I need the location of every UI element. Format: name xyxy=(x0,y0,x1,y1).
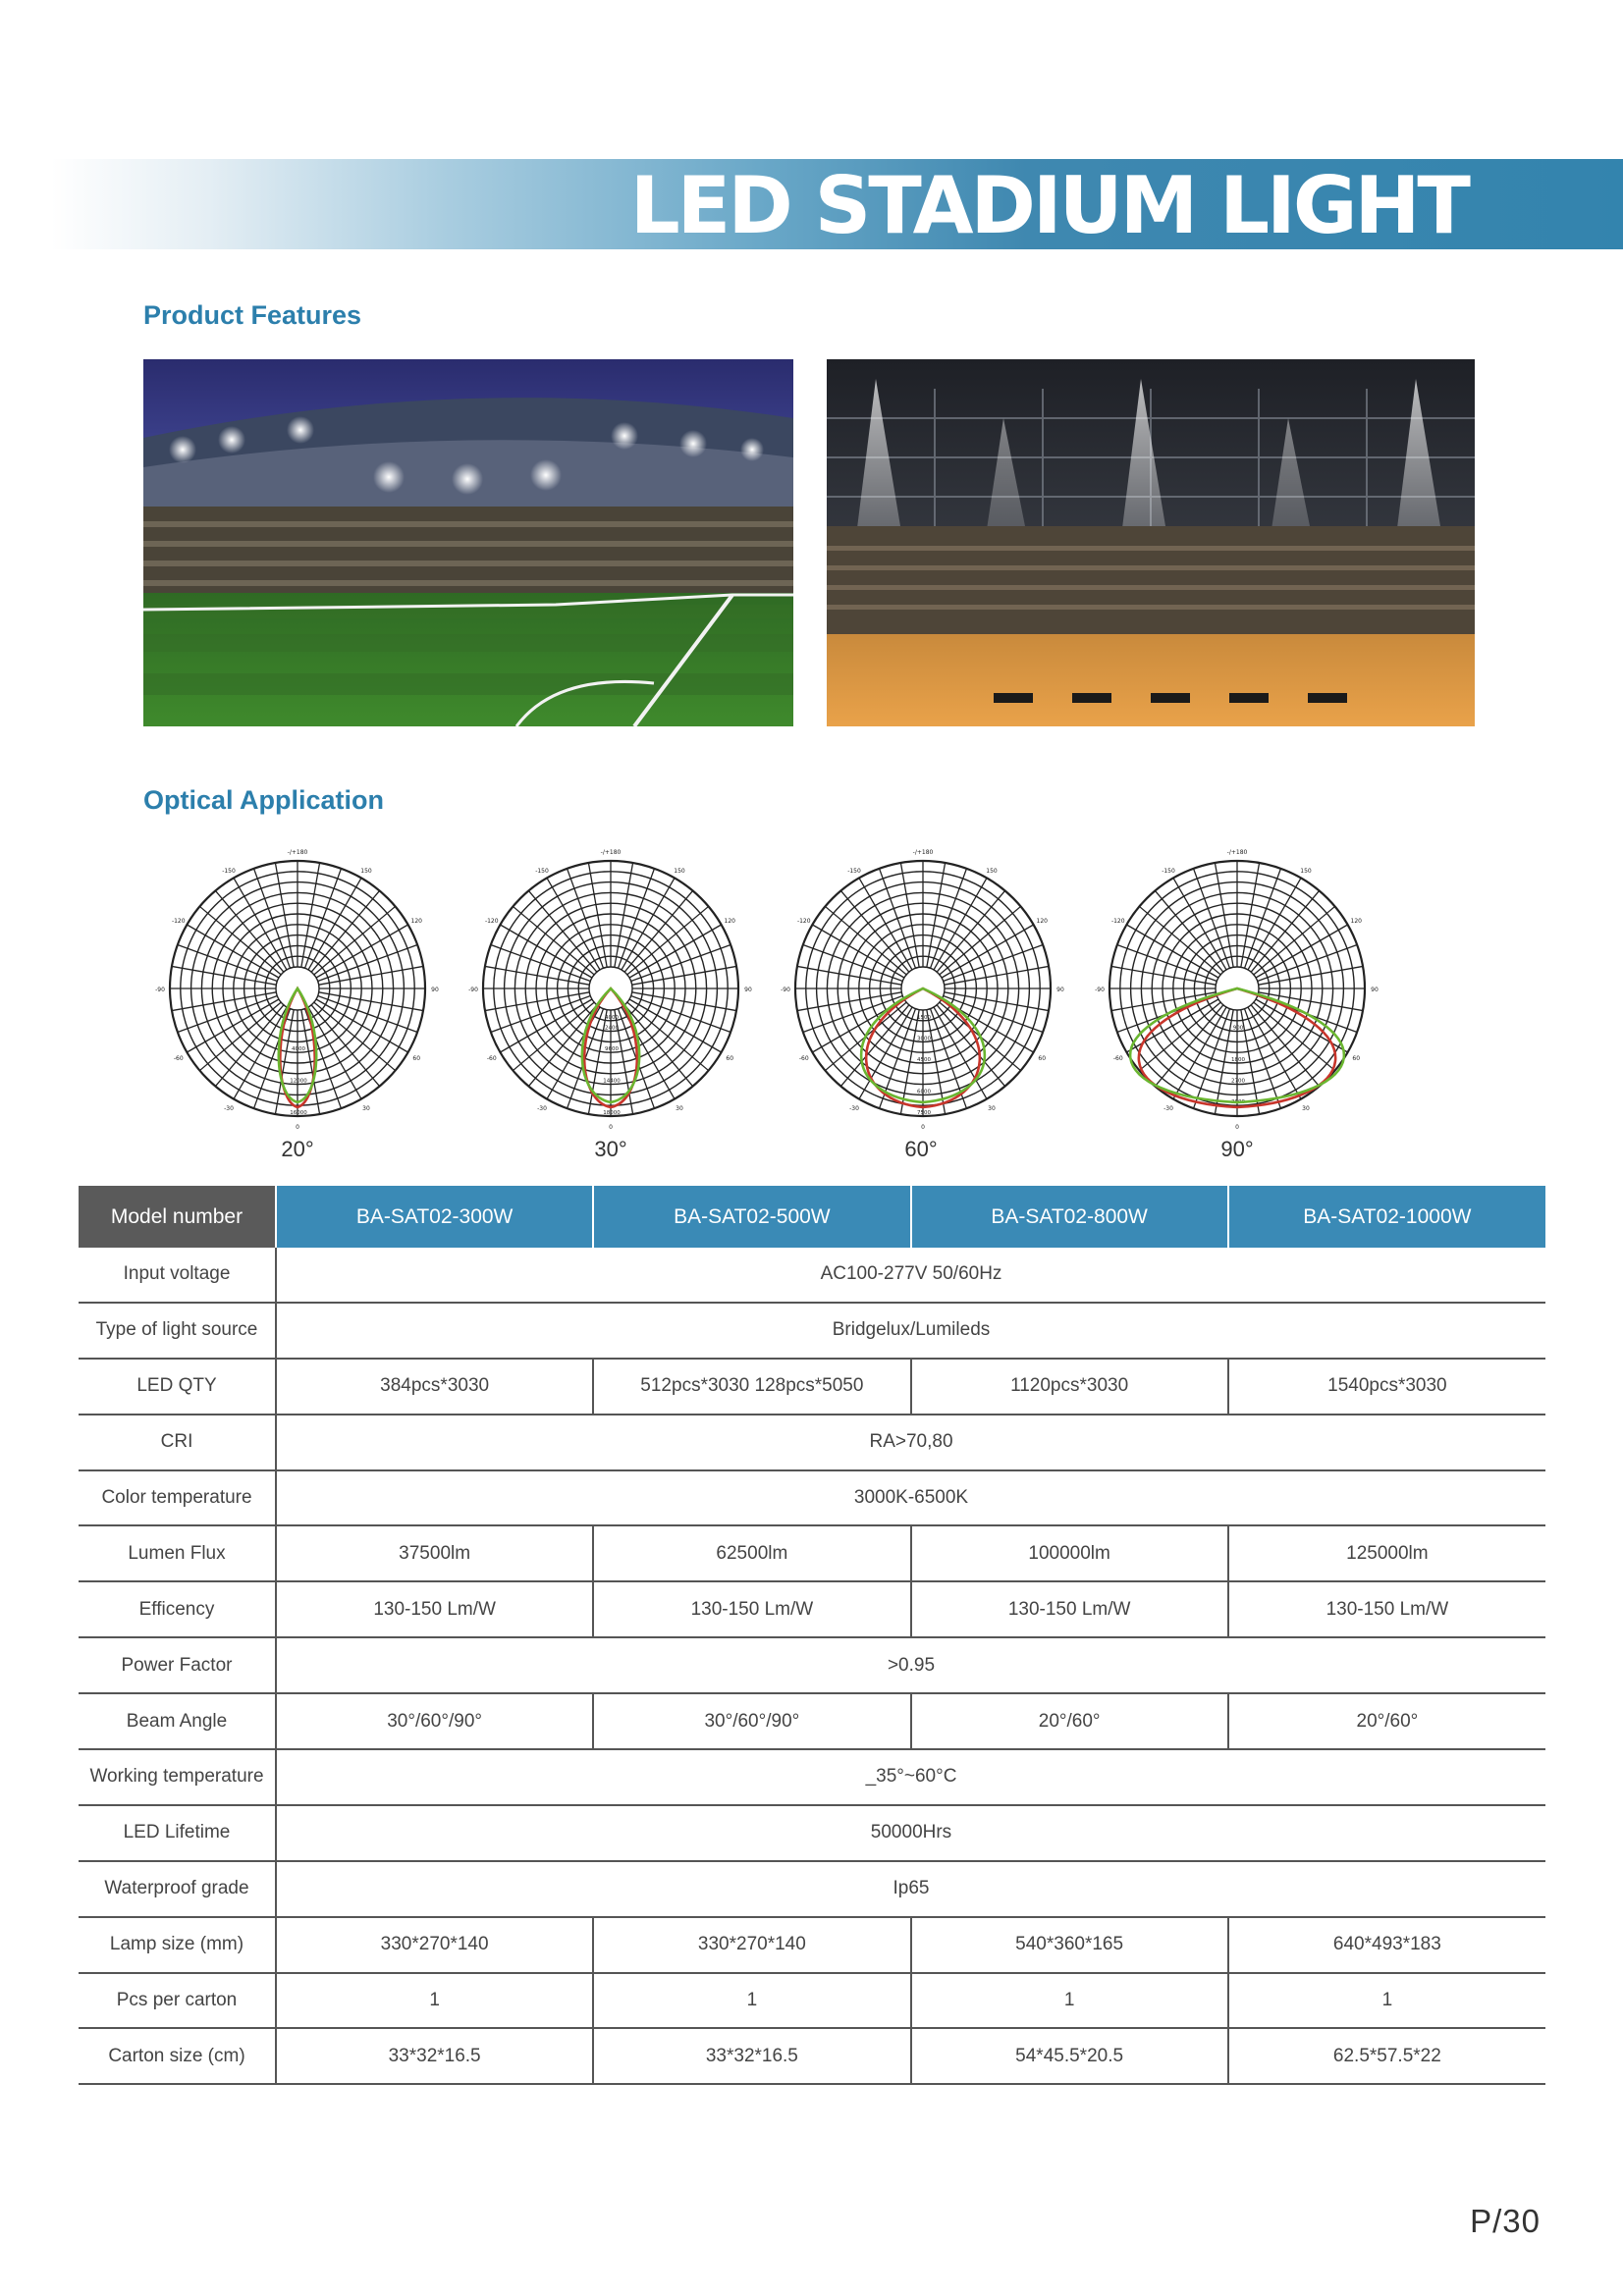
polar-angle-label: -30 xyxy=(224,1105,234,1113)
row-value: 3000K-6500K xyxy=(276,1470,1545,1526)
polar-angle-label: -60 xyxy=(1112,1055,1123,1062)
row-value: RA>70,80 xyxy=(276,1415,1545,1470)
row-value: 1 xyxy=(276,1973,593,2029)
row-value: 1 xyxy=(1228,1973,1545,2029)
row-value: 62.5*57.5*22 xyxy=(1228,2028,1545,2084)
row-label: CRI xyxy=(79,1415,276,1470)
table-row xyxy=(79,1525,1545,1581)
polar-angle-label: 0 xyxy=(609,1124,613,1131)
polar-angle-label: -90 xyxy=(468,987,478,993)
polar-angle-label: 60 xyxy=(412,1055,421,1062)
table-row xyxy=(79,1303,1545,1359)
polar-ring-label: 7500 xyxy=(917,1110,931,1116)
header-cell-300w: BA-SAT02-300W xyxy=(276,1186,593,1248)
row-value: 130-150 Lm/W xyxy=(276,1581,593,1637)
polar-ring-label: 4000 xyxy=(605,1014,619,1021)
polar-angle-label: -/+180 xyxy=(600,849,622,856)
row-value: 512pcs*3030 128pcs*5050 xyxy=(593,1359,910,1415)
polar-diagram-30 xyxy=(468,846,753,1131)
polar-angle-label: 0 xyxy=(921,1124,925,1131)
polar-ring-label: 4000 xyxy=(292,1046,305,1053)
polar-angle-label: 120 xyxy=(1350,918,1362,925)
polar-angle-label: 0 xyxy=(1235,1124,1239,1131)
row-value: 540*360*165 xyxy=(911,1917,1228,1973)
table-row xyxy=(79,1693,1545,1749)
polar-ring-label: 12000 xyxy=(290,1078,307,1085)
polar-ring-label: 18000 xyxy=(603,1110,621,1116)
table-row xyxy=(79,1805,1545,1861)
row-label: Pcs per carton xyxy=(79,1973,276,2029)
polar-angle-label: 90 xyxy=(1371,987,1379,993)
table-row xyxy=(79,1861,1545,1917)
polar-angle-label: -150 xyxy=(1162,867,1175,875)
polar-angle-label: 30 xyxy=(1302,1105,1310,1113)
polar-angle-label: -120 xyxy=(1110,918,1125,925)
row-label: Carton size (cm) xyxy=(79,2028,276,2084)
polar-svg-20 xyxy=(155,846,440,1131)
polar-ring-label: 9600 xyxy=(605,1046,619,1053)
polar-diagram-90 xyxy=(1095,846,1380,1131)
row-value: AC100-277V 50/60Hz xyxy=(276,1248,1545,1303)
polar-diagram-20 xyxy=(155,846,440,1131)
table-row xyxy=(79,1749,1545,1805)
polar-angle-label: 30 xyxy=(362,1105,370,1113)
row-value: 1 xyxy=(911,1973,1228,2029)
polar-ring-label: 6000 xyxy=(917,1089,931,1095)
polar-angle-label: -120 xyxy=(484,918,499,925)
row-label: Efficency xyxy=(79,1581,276,1637)
polar-angle-label: -/+180 xyxy=(912,849,934,856)
beam-angle-label-20: 20° xyxy=(281,1137,314,1161)
beam-angle-label-90: 90° xyxy=(1220,1137,1254,1161)
polar-angle-label: -120 xyxy=(171,918,186,925)
row-label: Beam Angle xyxy=(79,1693,276,1749)
row-value: 384pcs*3030 xyxy=(276,1359,593,1415)
polar-ring-label: 16000 xyxy=(290,1110,307,1116)
header-banner xyxy=(51,159,1623,249)
row-value: >0.95 xyxy=(276,1637,1545,1693)
polar-angle-label: 150 xyxy=(986,867,998,875)
row-value: 640*493*183 xyxy=(1228,1917,1545,1973)
polar-svg-60 xyxy=(781,846,1065,1131)
stadium-night-photo xyxy=(143,359,793,726)
indoor-arena-photo xyxy=(827,359,1475,726)
polar-angle-label: -60 xyxy=(173,1055,184,1062)
header-cell-model: Model number xyxy=(79,1186,276,1248)
polar-angle-label: -150 xyxy=(847,867,861,875)
row-label: Lamp size (mm) xyxy=(79,1917,276,1973)
row-label: Waterproof grade xyxy=(79,1861,276,1917)
polar-angle-label: -/+180 xyxy=(287,849,308,856)
polar-diagram-60 xyxy=(781,846,1065,1131)
row-value: 125000lm xyxy=(1228,1525,1545,1581)
row-value: 1540pcs*3030 xyxy=(1228,1359,1545,1415)
polar-angle-label: 60 xyxy=(1352,1055,1361,1062)
section-title-optical: Optical Application xyxy=(143,785,385,815)
polar-angle-label: -90 xyxy=(1095,987,1105,993)
polar-ring-label: 2700 xyxy=(1231,1078,1245,1085)
row-value: 20°/60° xyxy=(1228,1693,1545,1749)
table-row xyxy=(79,1917,1545,1973)
header-cell-1000w: BA-SAT02-1000W xyxy=(1228,1186,1545,1248)
row-value: _35°~60°C xyxy=(276,1749,1545,1805)
polar-angle-label: 90 xyxy=(744,987,752,993)
table-row xyxy=(79,1581,1545,1637)
polar-angle-label: -30 xyxy=(849,1105,859,1113)
row-label: LED Lifetime xyxy=(79,1805,276,1861)
polar-angle-label: -60 xyxy=(798,1055,809,1062)
polar-angle-label: 30 xyxy=(676,1105,683,1113)
polar-angle-label: -120 xyxy=(796,918,811,925)
row-value: 100000lm xyxy=(911,1525,1228,1581)
row-value: 20°/60° xyxy=(911,1693,1228,1749)
header-cell-800w: BA-SAT02-800W xyxy=(911,1186,1228,1248)
beam-angle-label-30: 30° xyxy=(594,1137,627,1161)
page-title: LED STADIUM LIGHT xyxy=(629,160,1468,251)
polar-angle-label: 120 xyxy=(410,918,422,925)
table-header-row xyxy=(79,1186,1545,1248)
polar-angle-label: 120 xyxy=(1036,918,1048,925)
row-value: 130-150 Lm/W xyxy=(1228,1581,1545,1637)
beam-angle-label-60: 60° xyxy=(904,1137,938,1161)
row-label: Lumen Flux xyxy=(79,1525,276,1581)
row-value: 62500lm xyxy=(593,1525,910,1581)
polar-angle-label: -30 xyxy=(537,1105,547,1113)
row-label: Input voltage xyxy=(79,1248,276,1303)
table-row xyxy=(79,1248,1545,1303)
row-value: 30°/60°/90° xyxy=(276,1693,593,1749)
table-row xyxy=(79,1637,1545,1693)
polar-angle-label: -150 xyxy=(535,867,549,875)
row-value: 37500lm xyxy=(276,1525,593,1581)
section-title-features: Product Features xyxy=(143,300,362,330)
page-number: P/30 xyxy=(1470,2203,1541,2239)
polar-ring-label: 14400 xyxy=(603,1078,621,1085)
table-row xyxy=(79,1415,1545,1470)
polar-angle-label: -30 xyxy=(1163,1105,1173,1113)
row-value: 130-150 Lm/W xyxy=(593,1581,910,1637)
polar-angle-label: 60 xyxy=(726,1055,734,1062)
polar-svg-90 xyxy=(1095,846,1380,1131)
polar-angle-label: -90 xyxy=(781,987,790,993)
polar-angle-label: 60 xyxy=(1038,1055,1047,1062)
row-value: 1120pcs*3030 xyxy=(911,1359,1228,1415)
row-label: Type of light source xyxy=(79,1303,276,1359)
row-value: 33*32*16.5 xyxy=(593,2028,910,2084)
polar-ring-label: 3600 xyxy=(1231,1099,1245,1106)
header-cell-500w: BA-SAT02-500W xyxy=(593,1186,910,1248)
polar-angle-label: 150 xyxy=(1300,867,1312,875)
row-value: 1 xyxy=(593,1973,910,2029)
polar-angle-label: 120 xyxy=(724,918,735,925)
polar-ring-label: 4500 xyxy=(917,1057,931,1063)
row-value: 33*32*16.5 xyxy=(276,2028,593,2084)
table-row xyxy=(79,1470,1545,1526)
polar-angle-label: 150 xyxy=(674,867,685,875)
polar-ring-label: 2400 xyxy=(605,1025,619,1032)
row-label: LED QTY xyxy=(79,1359,276,1415)
row-value: 30°/60°/90° xyxy=(593,1693,910,1749)
table-row xyxy=(79,1973,1545,2029)
row-value: 330*270*140 xyxy=(276,1917,593,1973)
row-value: 330*270*140 xyxy=(593,1917,910,1973)
polar-ring-label: 1800 xyxy=(1231,1057,1245,1063)
row-value: Ip65 xyxy=(276,1861,1545,1917)
row-label: Power Factor xyxy=(79,1637,276,1693)
polar-angle-label: 90 xyxy=(431,987,439,993)
row-value: 54*45.5*20.5 xyxy=(911,2028,1228,2084)
table-row xyxy=(79,2028,1545,2084)
polar-angle-label: 30 xyxy=(988,1105,996,1113)
polar-angle-label: 90 xyxy=(1056,987,1064,993)
polar-ring-label: 3000 xyxy=(917,1036,931,1042)
row-label: Color temperature xyxy=(79,1470,276,1526)
row-label: Working temperature xyxy=(79,1749,276,1805)
polar-angle-label: -90 xyxy=(155,987,165,993)
polar-angle-label: -60 xyxy=(486,1055,497,1062)
polar-ring-label: 900 xyxy=(1232,1025,1244,1032)
polar-angle-label: -/+180 xyxy=(1226,849,1248,856)
polar-ring-label: 1500 xyxy=(917,1014,931,1021)
polar-svg-30 xyxy=(468,846,753,1131)
row-value: Bridgelux/Lumileds xyxy=(276,1303,1545,1359)
spec-table xyxy=(79,1186,1545,2085)
row-value: 50000Hrs xyxy=(276,1805,1545,1861)
polar-angle-label: -150 xyxy=(222,867,236,875)
polar-angle-label: 0 xyxy=(296,1124,299,1131)
polar-angle-label: 150 xyxy=(360,867,372,875)
table-row xyxy=(79,1359,1545,1415)
row-value: 130-150 Lm/W xyxy=(911,1581,1228,1637)
